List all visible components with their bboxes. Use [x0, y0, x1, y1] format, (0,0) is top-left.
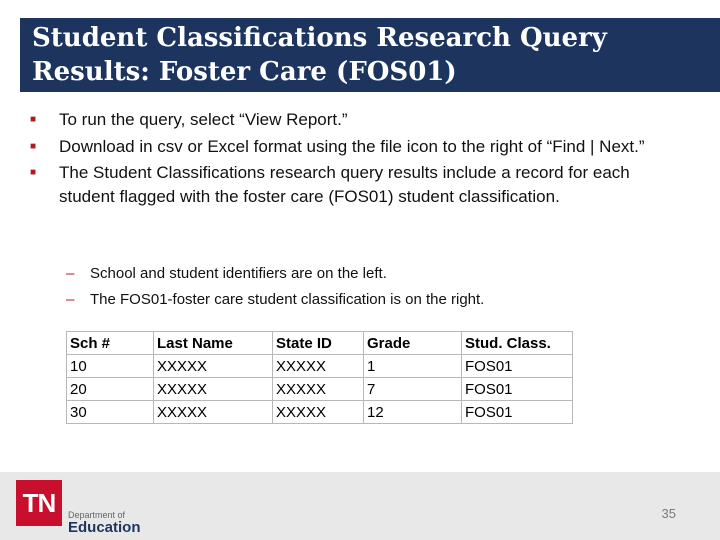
table-cell: 7 [364, 378, 462, 401]
table-cell: XXXXX [154, 378, 273, 401]
slide-title [32, 21, 712, 89]
square-bullet-icon: ■ [30, 114, 37, 125]
bullet-item [28, 161, 688, 208]
logo-education-text: Education [68, 519, 141, 536]
table-row [67, 401, 573, 424]
square-bullet-icon: ■ [30, 167, 37, 178]
title-bar [20, 18, 720, 92]
table-cell: 30 [67, 401, 154, 424]
table-cell: 20 [67, 378, 154, 401]
table-header-row [67, 332, 573, 355]
results-table [66, 331, 573, 424]
logo-department-text: Department of [68, 510, 126, 520]
table-cell: FOS01 [462, 378, 573, 401]
column-header: Last Name [154, 332, 273, 355]
bullet-item [28, 135, 688, 159]
title-line-2: Results: Foster Care (FOS01) [32, 57, 457, 87]
column-header: Sch # [67, 332, 154, 355]
bullet-text: The Student Classifications research query results include a record for each student flagged with the foster care (FOS01) student classification. [59, 163, 630, 206]
sub-bullet-text: The FOS01-foster care student classification is on the right. [90, 291, 485, 308]
table-cell: XXXXX [154, 401, 273, 424]
bullet-list [28, 108, 688, 211]
table-cell: 12 [364, 401, 462, 424]
table-cell: 10 [67, 355, 154, 378]
column-header: Grade [364, 332, 462, 355]
table-cell: XXXXX [154, 355, 273, 378]
column-header: Stud. Class. [462, 332, 573, 355]
sub-bullet-text: School and student identifiers are on the left. [90, 265, 387, 282]
table-row [67, 355, 573, 378]
table-cell: XXXXX [273, 355, 364, 378]
tn-logo-mark: TN [16, 480, 62, 526]
table-cell: 1 [364, 355, 462, 378]
tn-education-logo [16, 480, 156, 536]
table-row [67, 378, 573, 401]
title-line-1: Student Classifications Research Query [32, 23, 607, 53]
dash-bullet-icon: – [66, 265, 75, 282]
table-cell: XXXXX [273, 401, 364, 424]
sub-bullet-list [66, 265, 686, 317]
table-cell: XXXXX [273, 378, 364, 401]
dash-bullet-icon: – [66, 291, 75, 308]
square-bullet-icon: ■ [30, 140, 37, 152]
bullet-text: To run the query, select “View Report.” [59, 110, 348, 129]
footer-bar [0, 472, 720, 540]
table-cell: FOS01 [462, 401, 573, 424]
bullet-item [28, 108, 688, 132]
sub-bullet-item [66, 291, 686, 308]
column-header: State ID [273, 332, 364, 355]
bullet-text: Download in csv or Excel format using the file icon to the right of “Find | Next.” [59, 136, 645, 156]
sub-bullet-item [66, 265, 686, 282]
page-number: 35 [661, 506, 676, 521]
table-cell: FOS01 [462, 355, 573, 378]
